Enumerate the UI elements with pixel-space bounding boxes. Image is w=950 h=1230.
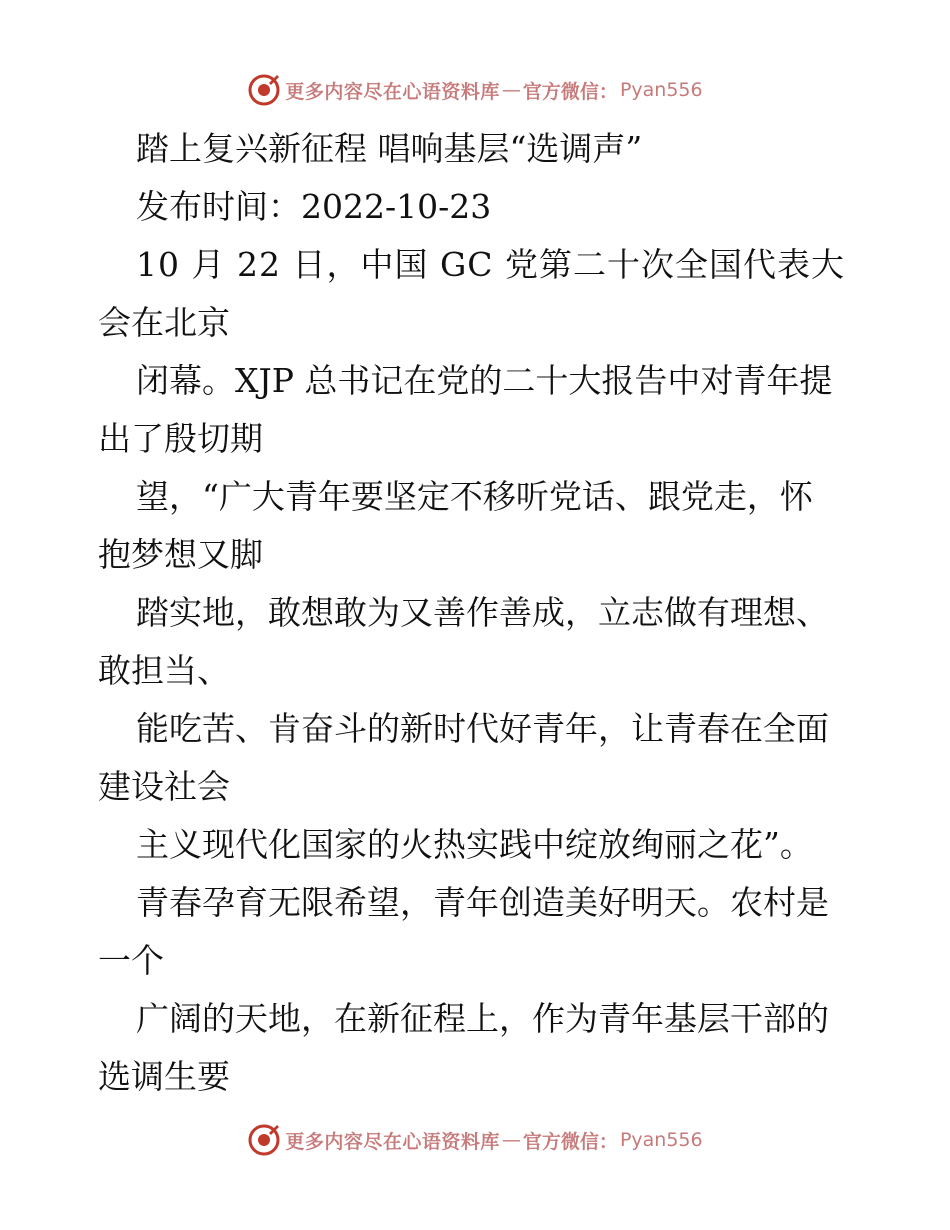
paragraph-line: 主义现代化国家的火热实践中绽放绚丽之花”。 xyxy=(136,825,813,864)
wechat-id: Pyan556 xyxy=(619,1129,703,1151)
separator-dash: — xyxy=(501,1129,521,1151)
paragraph-line: 10 月 22 日，中国 GC 党第二十次全国代表大 xyxy=(136,245,846,284)
footer-banner xyxy=(0,1120,950,1160)
paragraph-line: 青春孕育无限希望，青年创造美好明天。农村是 xyxy=(136,883,829,922)
paragraph-line: 一个 xyxy=(98,941,164,980)
paragraph-line: 望，“广大青年要坚定不移听党话、跟党走，怀 xyxy=(136,477,813,516)
wechat-id: Pyan556 xyxy=(619,79,703,101)
header-banner xyxy=(0,70,950,110)
document-body xyxy=(98,120,858,1106)
paragraph-line: 建设社会 xyxy=(98,767,230,806)
paragraph-line: 选调生要 xyxy=(98,1057,230,1096)
paragraph-line: 踏实地，敢想敢为又善作善成，立志做有理想、 xyxy=(136,593,829,632)
publish-time: 发布时间：2022-10-23 xyxy=(136,187,492,226)
wechat-label: 官方微信： xyxy=(522,80,618,103)
promo-text: 更多内容尽在心语资料库 xyxy=(285,1130,500,1153)
paragraph-line: 广阔的天地，在新征程上，作为青年基层干部的 xyxy=(136,999,829,1038)
separator-dash: — xyxy=(501,79,521,101)
paragraph-line: 会在北京 xyxy=(98,303,230,342)
promo-text: 更多内容尽在心语资料库 xyxy=(285,80,500,103)
document-title: 踏上复兴新征程 唱响基层“选调声” xyxy=(136,129,643,168)
wechat-label: 官方微信： xyxy=(522,1130,618,1153)
paragraph-line: 闭幕。XJP 总书记在党的二十大报告中对青年提 xyxy=(136,361,833,400)
paragraph-line: 出了殷切期 xyxy=(98,419,263,458)
paragraph-line: 抱梦想又脚 xyxy=(98,535,263,574)
paragraph-line: 能吃苦、肯奋斗的新时代好青年，让青春在全面 xyxy=(136,709,829,748)
pen-logo-icon xyxy=(247,1123,281,1157)
paragraph-line: 敢担当、 xyxy=(98,651,230,690)
pen-logo-icon xyxy=(247,73,281,107)
